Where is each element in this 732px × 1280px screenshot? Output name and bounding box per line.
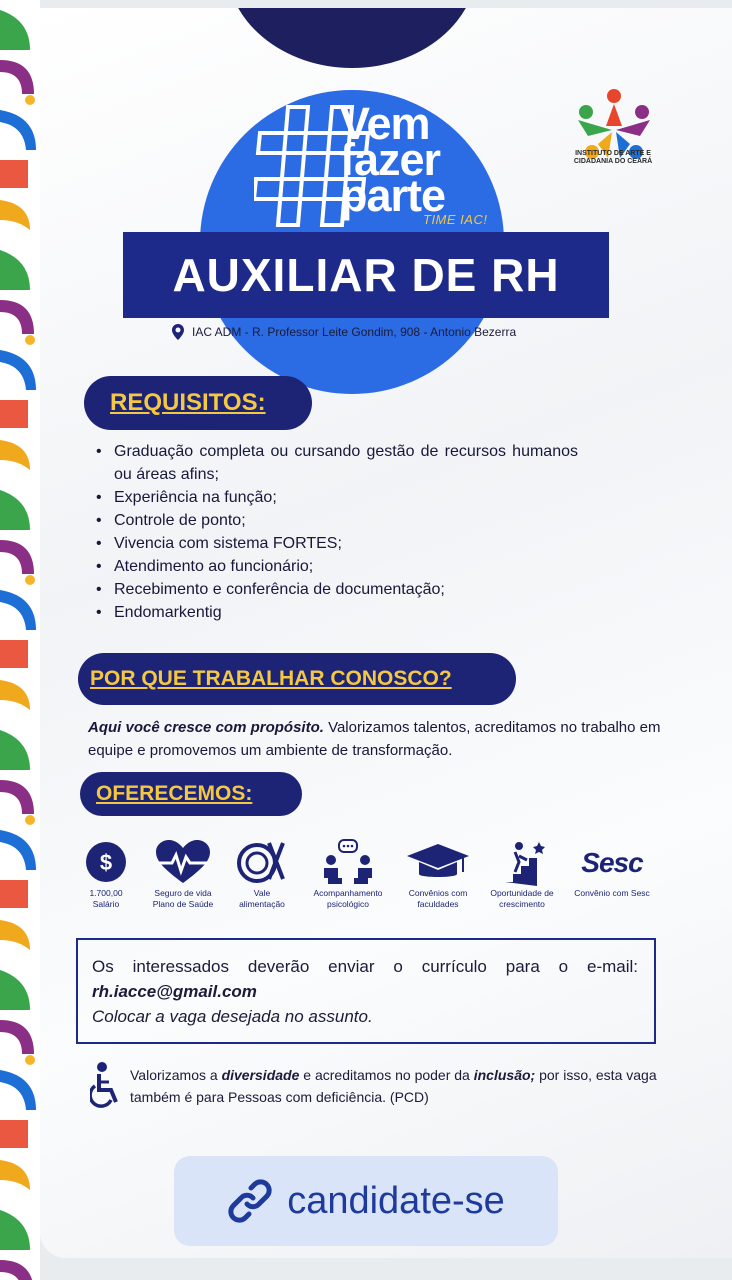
apply-button-label: candidate-se — [287, 1179, 505, 1222]
list-item: • Graduação completa ou cursando gestão de recursos humanos ou áreas afins; — [96, 440, 578, 486]
inclusion-emphasis-inclusion: inclusão; — [473, 1067, 536, 1083]
list-item: • Vivencia com sistema FORTES; — [96, 532, 578, 555]
job-poster — [40, 8, 732, 1258]
dollar-coin-icon — [84, 840, 128, 884]
sesc-logo-text: Sesc — [581, 846, 643, 878]
oferecemos-heading: OFERECEMOS: — [80, 772, 302, 816]
inclusion-text-part: Valorizamos a — [130, 1067, 222, 1083]
list-item: • Experiência na função; — [96, 486, 578, 509]
benefit-growth — [480, 836, 564, 910]
inclusion-text — [130, 1064, 670, 1108]
benefit-line-2: alimentação — [239, 899, 285, 909]
why-lead: Aqui você cresce com propósito. — [88, 719, 324, 736]
inclusion-text-part: por isso, esta vaga também é para Pessoas com deficiência. (PCD) — [130, 1067, 657, 1105]
sesc-logo-icon — [564, 836, 660, 888]
job-title-banner — [123, 232, 609, 318]
link-icon — [227, 1178, 273, 1224]
benefit-line-1: Convênios com — [408, 888, 468, 898]
hero-tagline: TIME IAC! — [423, 212, 488, 227]
requisitos-heading: REQUISITOS: — [84, 376, 312, 430]
stairs-growth-icon — [497, 838, 547, 886]
apply-button[interactable] — [174, 1156, 558, 1246]
contact-email[interactable]: rh.iacce@gmail.com — [92, 982, 257, 1001]
job-title: AUXILIAR DE RH — [172, 249, 560, 301]
benefit-line-2: Plano de Saúde — [152, 899, 214, 909]
benefit-line-1: 1.700,00 — [89, 888, 123, 898]
contact-subject-note: Colocar a vaga desejada no assunto. — [92, 1007, 373, 1026]
institute-name — [558, 150, 668, 166]
benefit-psychological — [302, 836, 394, 910]
benefit-salary — [80, 836, 132, 910]
benefit-food — [226, 836, 298, 910]
benefit-line-1: Convênio com Sesc — [574, 888, 650, 898]
requisitos-list — [96, 440, 578, 624]
inclusion-emphasis-diversity: diversidade — [221, 1067, 300, 1083]
inclusion-text-part: e acreditamos no poder da — [299, 1067, 474, 1083]
benefit-line-2: Salário — [92, 899, 120, 909]
list-item: • Endomarkentig — [96, 601, 578, 624]
wheelchair-icon — [90, 1062, 122, 1112]
benefits-row — [80, 836, 700, 926]
decorative-border-pattern — [0, 0, 40, 1280]
hero-line-3: parte — [340, 170, 446, 221]
list-item: • Atendimento ao funcionário; — [96, 555, 578, 578]
map-pin-icon — [172, 324, 184, 340]
benefit-health — [142, 836, 224, 910]
benefit-line-1: Vale — [253, 888, 271, 898]
benefit-line-2: faculdades — [417, 899, 459, 909]
hero-line-1: Vem — [340, 98, 430, 149]
institute-name-line-1: INSTITUTO DE ARTE E — [575, 150, 651, 157]
address-line — [172, 324, 516, 340]
benefit-line-1: Seguro de vida — [154, 888, 212, 898]
inclusion-note — [90, 1060, 670, 1116]
list-item: • Recebimento e conferência de documentação; — [96, 578, 578, 601]
counseling-people-icon — [319, 838, 377, 886]
benefit-line-2: crescimento — [499, 899, 545, 909]
contact-instruction: Os interessados deverão enviar o currículo para o e-mail: — [92, 957, 638, 976]
address-text: IAC ADM - R. Professor Leite Gondim, 908 - Antonio Bezerra — [192, 325, 517, 339]
benefit-sesc — [564, 836, 660, 899]
benefit-line-1: Acompanhamento — [313, 888, 383, 898]
hero-headline — [340, 98, 446, 221]
why-heading: POR QUE TRABALHAR CONOSCO? — [78, 653, 516, 705]
graduation-cap-icon — [405, 840, 471, 884]
benefit-line-2: psicológico — [326, 899, 370, 909]
contact-box — [76, 938, 656, 1044]
institute-name-line-2: CIDADANIA DO CEARÁ — [573, 158, 653, 165]
plate-cutlery-icon — [237, 839, 287, 885]
why-body: Valorizamos talentos, acreditamos no trabalho em equipe e promovemos um ambiente de transformação. — [88, 719, 661, 759]
benefit-college — [398, 836, 478, 910]
list-item: • Controle de ponto; — [96, 509, 578, 532]
benefit-line-1: Oportunidade de — [490, 888, 554, 898]
why-paragraph — [88, 716, 668, 762]
hero-line-2: fazer — [340, 134, 441, 185]
svg-text:$: $ — [99, 850, 113, 875]
heart-pulse-icon — [154, 839, 212, 885]
